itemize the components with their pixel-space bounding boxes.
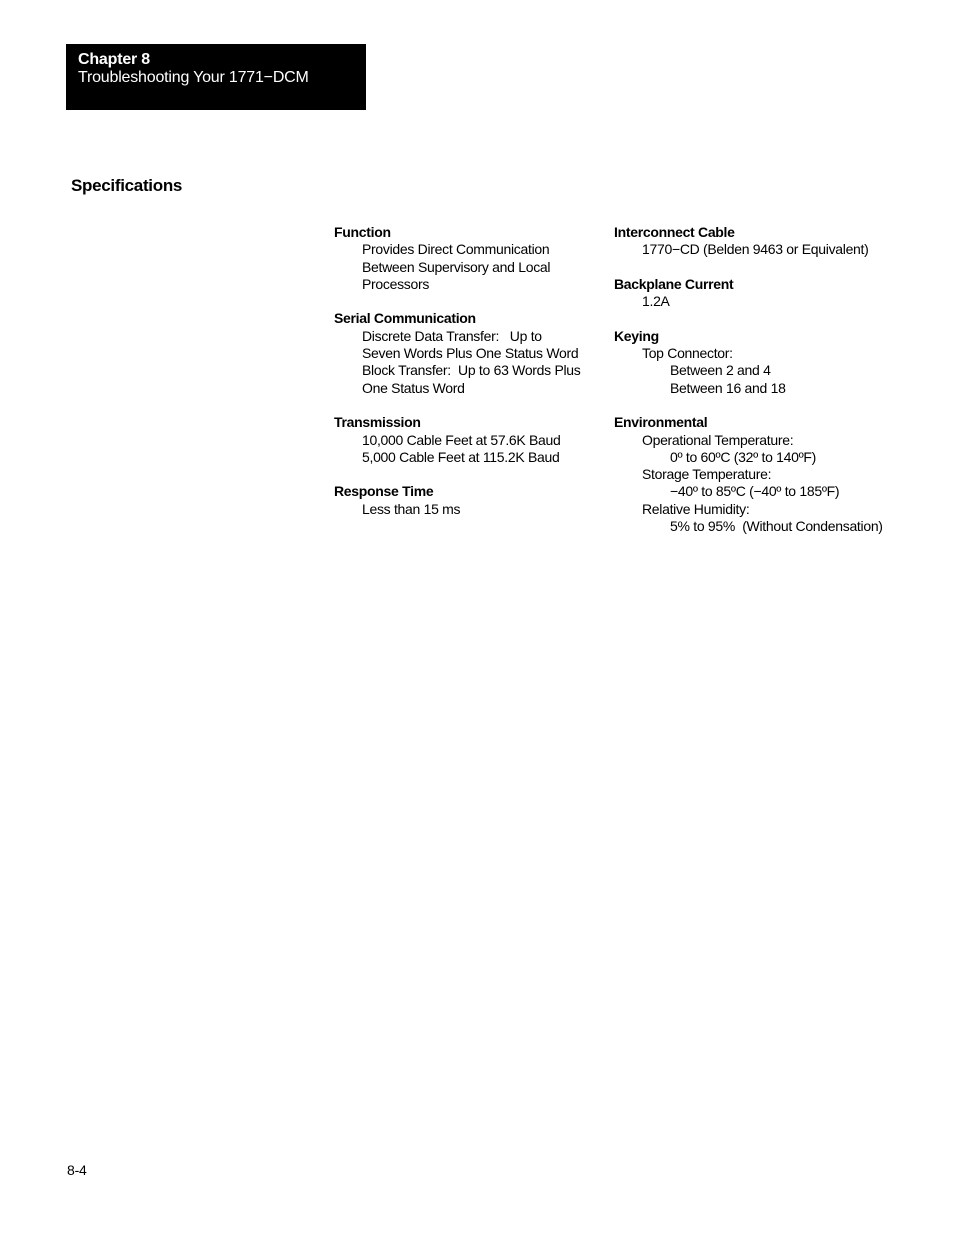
spec-serial-communication <box>334 310 604 396</box>
spec-label: Environmental <box>614 414 708 431</box>
spec-label: Backplane Current <box>614 275 734 292</box>
spec-subvalue: Between 16 and 18 <box>670 379 786 396</box>
spec-label: Transmission <box>334 414 421 431</box>
spec-interconnect-cable <box>614 224 934 259</box>
page-number: 8-4 <box>67 1162 87 1178</box>
spec-label: Keying <box>614 327 659 344</box>
spec-label: Serial Communication <box>334 310 476 327</box>
spec-transmission <box>334 414 604 466</box>
spec-value: Top Connector: <box>642 345 733 362</box>
specs-left-column <box>334 224 604 535</box>
spec-subvalue: −40º to 85ºC (−40º to 185ºF) <box>670 483 840 500</box>
spec-value: Storage Temperature: <box>642 466 772 483</box>
spec-value: Seven Words Plus One Status Word <box>362 345 579 362</box>
chapter-title: Troubleshooting Your 1771−DCM <box>78 69 309 86</box>
spec-environmental <box>614 414 934 535</box>
spec-label: Function <box>334 224 391 240</box>
chapter-number: Chapter 8 <box>78 51 150 68</box>
spec-subvalue: 5% to 95% (Without Condensation) <box>670 518 883 535</box>
spec-value: Relative Humidity: <box>642 500 750 517</box>
spec-value: 10,000 Cable Feet at 57.6K Baud <box>362 431 561 448</box>
spec-value: Discrete Data Transfer: Up to <box>362 327 542 344</box>
spec-label: Response Time <box>334 483 434 500</box>
spec-function <box>334 224 604 293</box>
chapter-header <box>66 44 366 110</box>
specs-right-column <box>614 224 934 553</box>
spec-value: One Status Word <box>362 379 465 396</box>
spec-value: 1.2A <box>642 293 670 310</box>
spec-value: Less than 15 ms <box>362 500 461 517</box>
spec-value: Between Supervisory and Local <box>362 258 551 275</box>
spec-value: 5,000 Cable Feet at 115.2K Baud <box>362 448 560 465</box>
spec-response-time <box>334 483 604 518</box>
spec-value: Provides Direct Communication <box>362 241 550 258</box>
spec-value: 1770−CD (Belden 9463 or Equivalent) <box>642 241 869 258</box>
spec-value: Block Transfer: Up to 63 Words Plus <box>362 362 581 379</box>
spec-keying <box>614 328 934 397</box>
spec-value: Operational Temperature: <box>642 431 794 448</box>
spec-subvalue: Between 2 and 4 <box>670 362 771 379</box>
spec-value: Processors <box>362 275 430 292</box>
spec-subvalue: 0º to 60ºC (32º to 140ºF) <box>670 448 817 465</box>
spec-label: Interconnect Cable <box>614 224 735 240</box>
section-title: Specifications <box>71 176 183 195</box>
spec-backplane-current <box>614 276 934 311</box>
